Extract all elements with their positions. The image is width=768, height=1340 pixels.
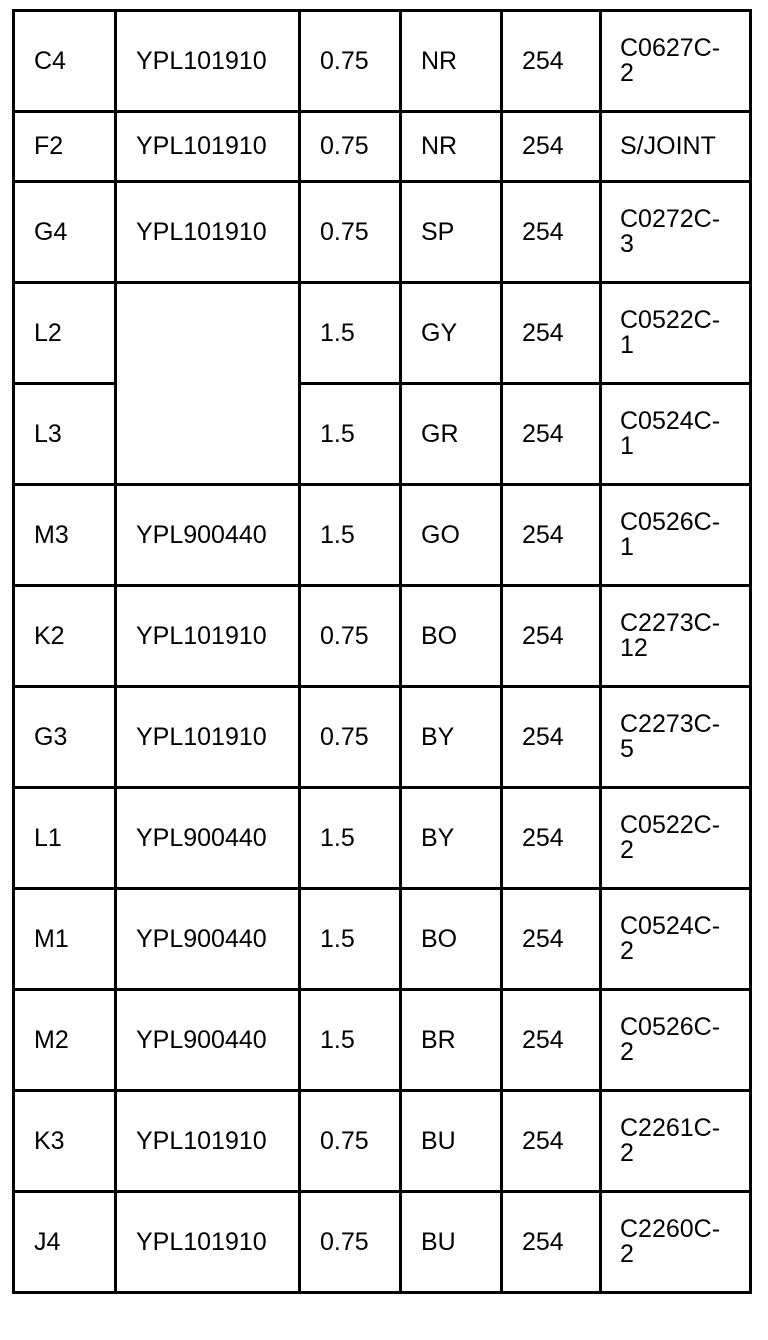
circuit-cell — [601, 182, 751, 283]
table-row — [14, 687, 751, 788]
circuit-text: C0524C- 2 — [620, 912, 721, 965]
length-cell: 254 — [502, 586, 601, 687]
circuit-cell — [601, 112, 751, 182]
circuit-cell — [601, 11, 751, 112]
length-cell: 254 — [502, 1192, 601, 1293]
loc-cell: J4 — [14, 1192, 116, 1293]
wire-color-cell: BO — [401, 586, 502, 687]
part-number-cell: YPL900440 — [116, 889, 300, 990]
wire-size-cell: 1.5 — [300, 485, 401, 586]
wire-color-cell: BU — [401, 1192, 502, 1293]
table-row — [14, 788, 751, 889]
loc-cell: M3 — [14, 485, 116, 586]
loc-cell: M2 — [14, 990, 116, 1091]
wire-size-cell: 1.5 — [300, 384, 401, 485]
table-row — [14, 485, 751, 586]
part-number-cell: YPL900440 — [116, 788, 300, 889]
circuit-cell — [601, 485, 751, 586]
circuit-text: C2273C- 12 — [620, 609, 721, 662]
part-number-cell: YPL101910 — [116, 112, 300, 182]
circuit-cell — [601, 788, 751, 889]
circuit-cell — [601, 586, 751, 687]
circuit-cell — [601, 889, 751, 990]
table-row — [14, 1192, 751, 1293]
table-row — [14, 1091, 751, 1192]
part-number-cell: YPL101910 — [116, 687, 300, 788]
table-row — [14, 182, 751, 283]
wire-color-cell: NR — [401, 112, 502, 182]
circuit-text: C0524C- 1 — [620, 407, 721, 460]
loc-cell: M1 — [14, 889, 116, 990]
table-row — [14, 11, 751, 112]
part-number-cell: YPL900440 — [116, 990, 300, 1091]
table-row — [14, 990, 751, 1091]
part-number-cell: YPL101910 — [116, 1091, 300, 1192]
loc-cell: G4 — [14, 182, 116, 283]
length-cell: 254 — [502, 687, 601, 788]
wire-size-cell: 0.75 — [300, 11, 401, 112]
circuit-cell — [601, 283, 751, 384]
circuit-cell — [601, 384, 751, 485]
loc-cell: C4 — [14, 11, 116, 112]
loc-cell: K2 — [14, 586, 116, 687]
wire-size-cell: 0.75 — [300, 182, 401, 283]
circuit-text: C0526C- 1 — [620, 508, 721, 561]
loc-cell: L2 — [14, 283, 116, 384]
circuit-text: C0522C- 2 — [620, 811, 721, 864]
wire-size-cell: 0.75 — [300, 112, 401, 182]
wire-size-cell: 1.5 — [300, 283, 401, 384]
circuit-text: C0627C- 2 — [620, 34, 721, 87]
table-row — [14, 889, 751, 990]
wire-size-cell: 1.5 — [300, 788, 401, 889]
length-cell: 254 — [502, 283, 601, 384]
loc-cell: L1 — [14, 788, 116, 889]
wire-size-cell: 1.5 — [300, 889, 401, 990]
wire-color-cell: BR — [401, 990, 502, 1091]
circuit-text: C0526C- 2 — [620, 1013, 721, 1066]
circuit-text: C0272C- 3 — [620, 205, 721, 258]
wire-color-cell: GY — [401, 283, 502, 384]
wire-color-cell: SP — [401, 182, 502, 283]
wire-size-cell: 0.75 — [300, 1192, 401, 1293]
part-number-cell: YPL101910 — [116, 1192, 300, 1293]
wire-color-cell: BU — [401, 1091, 502, 1192]
part-number-cell: YPL101910 — [116, 11, 300, 112]
wire-size-cell: 0.75 — [300, 1091, 401, 1192]
circuit-text: C2261C- 2 — [620, 1114, 721, 1167]
wire-color-cell: GR — [401, 384, 502, 485]
wire-color-cell: NR — [401, 11, 502, 112]
circuit-cell — [601, 990, 751, 1091]
table-row — [14, 283, 751, 384]
wire-size-cell: 0.75 — [300, 586, 401, 687]
part-number-cell: YPL900440 — [116, 485, 300, 586]
wire-color-cell: GO — [401, 485, 502, 586]
circuit-cell — [601, 1091, 751, 1192]
length-cell: 254 — [502, 788, 601, 889]
circuit-text: C2273C- 5 — [620, 710, 721, 763]
part-number-cell — [116, 283, 300, 485]
wire-color-cell: BO — [401, 889, 502, 990]
length-cell: 254 — [502, 990, 601, 1091]
length-cell: 254 — [502, 182, 601, 283]
circuit-text: S/JOINT — [620, 132, 716, 160]
length-cell: 254 — [502, 485, 601, 586]
circuit-cell — [601, 1192, 751, 1293]
loc-cell: F2 — [14, 112, 116, 182]
circuit-text: C2260C- 2 — [620, 1215, 721, 1268]
wire-table — [12, 9, 752, 1294]
wire-size-cell: 0.75 — [300, 687, 401, 788]
wire-size-cell: 1.5 — [300, 990, 401, 1091]
length-cell: 254 — [502, 1091, 601, 1192]
length-cell: 254 — [502, 889, 601, 990]
loc-cell: K3 — [14, 1091, 116, 1192]
wire-color-cell: BY — [401, 788, 502, 889]
loc-cell: G3 — [14, 687, 116, 788]
part-number-cell: YPL101910 — [116, 586, 300, 687]
length-cell: 254 — [502, 384, 601, 485]
circuit-text: C0522C- 1 — [620, 306, 721, 359]
loc-cell: L3 — [14, 384, 116, 485]
circuit-cell — [601, 687, 751, 788]
part-number-cell: YPL101910 — [116, 182, 300, 283]
table-row — [14, 112, 751, 182]
length-cell: 254 — [502, 11, 601, 112]
wire-color-cell: BY — [401, 687, 502, 788]
length-cell: 254 — [502, 112, 601, 182]
table-row — [14, 586, 751, 687]
